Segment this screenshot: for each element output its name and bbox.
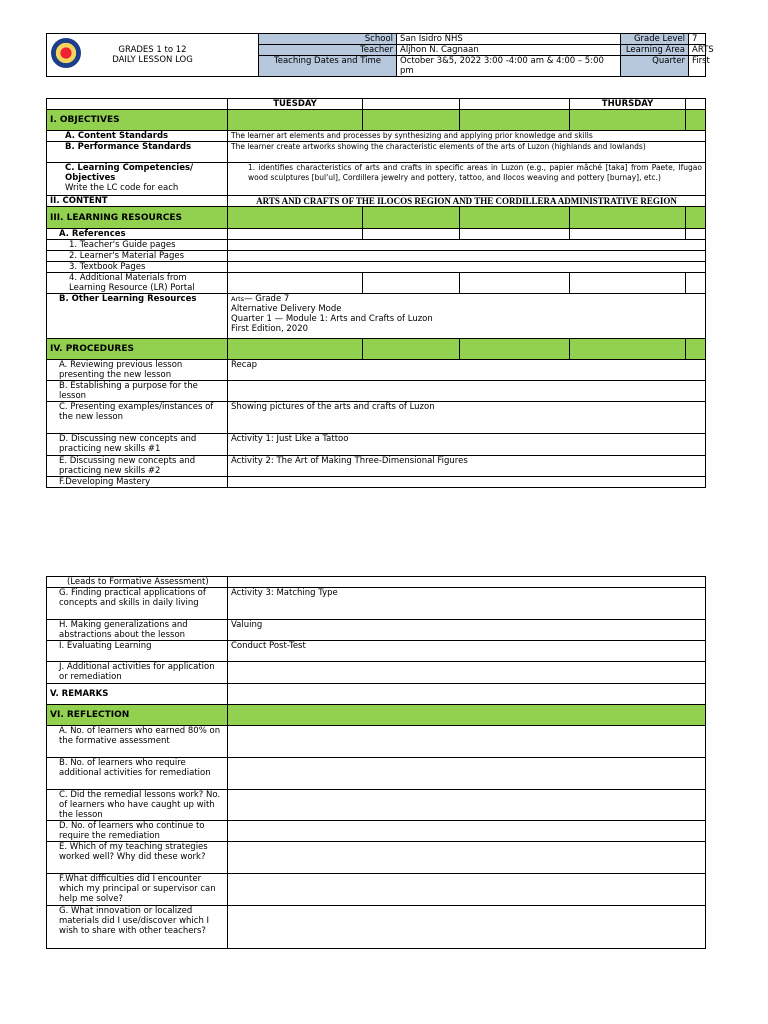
other-resources-line4: First Edition, 2020	[231, 324, 309, 334]
procedure-row-j-value	[228, 662, 706, 684]
learning-competencies-value: 1. identifies characteristics of arts and crafts in specific areas in Luzon (e.g., papier mâché [taka] from Paete, Ifugao wood sculptures [bul'ul], Cordillera jewelry and pottery, tattoo, and Ilocos weaving and pottery [burnay], etc.)	[228, 163, 706, 196]
learning-competencies-sub: Write the LC code for each	[65, 183, 179, 193]
teaching-dates-value: October 3&5, 2022 3:00 -4:00 am & 4:00 – 5:00 pm	[397, 56, 621, 77]
procedure-row-h-label: H. Making generalizations and abstractions about the lesson	[47, 620, 228, 641]
performance-standards-label: B. Performance Standards	[47, 142, 228, 163]
procedure-row-i-value: Conduct Post-Test	[228, 641, 706, 662]
objectives-heading: I. OBJECTIVES	[47, 110, 228, 131]
other-resources-line3: Quarter 1 — Module 1: Arts and Crafts of Luzon	[231, 314, 433, 324]
learning-area-value: ARTS	[689, 45, 706, 56]
content-standards-label: A. Content Standards	[47, 131, 228, 142]
content-value: ARTS AND CRAFTS OF THE ILOCOS REGION AND THE CORDILLERA ADMINISTRATIVE REGION	[228, 196, 706, 207]
procedure-row-a-value: Recap	[228, 360, 706, 381]
reflection-row-d: D. No. of learners who continue to require the remediation	[47, 821, 228, 842]
reflection-row-a: A. No. of learners who earned 80% on the formative assessment	[47, 726, 228, 758]
reflection-row-f: F.What difficulties did I encounter which my principal or supervisor can help me solve?	[47, 874, 228, 906]
references-label: A. References	[47, 229, 228, 240]
learners-material-label: 2. Learner's Material Pages	[47, 251, 228, 262]
reflection-row-g: G. What innovation or localized materials did I use/discover which I wish to share with other teachers?	[47, 906, 228, 949]
blank-day-cell	[47, 99, 228, 110]
content-heading: II. CONTENT	[47, 196, 228, 207]
other-resources-value	[228, 294, 706, 339]
remarks-value	[228, 684, 706, 705]
teacher-label: Teacher	[259, 45, 397, 56]
formative-assessment-value	[228, 577, 706, 588]
learning-competencies-cell	[47, 163, 228, 196]
remarks-heading: V. REMARKS	[47, 684, 228, 705]
procedure-row-b-value	[228, 381, 706, 402]
title-line-2: DAILY LESSON LOG	[112, 55, 193, 65]
textbook-pages-label: 3. Textbook Pages	[47, 262, 228, 273]
deped-seal-icon	[51, 38, 81, 68]
procedure-row-f-value	[228, 477, 706, 488]
title-block	[47, 34, 259, 77]
other-resources-line2: Alternative Delivery Mode	[231, 304, 342, 314]
performance-standards-value: The learner create artworks showing the characteristic elements of the arts of Luzon (highlands and lowlands)	[228, 142, 706, 163]
procedure-row-f-label: F.Developing Mastery	[47, 477, 228, 488]
reflection-row-c: C. Did the remedial lessons work? No. of learners who have caught up with the lesson	[47, 790, 228, 821]
procedure-row-e-label: E. Discussing new concepts and practicing new skills #2	[47, 456, 228, 477]
procedure-row-e-value: Activity 2: The Art of Making Three-Dimensional Figures	[228, 456, 706, 477]
procedure-row-j-label: J. Additional activities for application or remediation	[47, 662, 228, 684]
learning-resources-heading: III. LEARNING RESOURCES	[47, 207, 228, 229]
quarter-value: First	[689, 56, 706, 77]
teachers-guide-label: 1. Teacher's Guide pages	[47, 240, 228, 251]
quarter-label: Quarter	[621, 56, 689, 77]
reflection-row-b: B. No. of learners who require additional activities for remediation	[47, 758, 228, 790]
school-label: School	[259, 34, 397, 45]
learning-competencies-label: C. Learning Competencies/ Objectives	[65, 163, 194, 183]
procedure-row-a-label: A. Reviewing previous lesson presenting the new lesson	[47, 360, 228, 381]
other-resources-small: Arts	[231, 295, 245, 303]
procedure-row-c-label: C. Presenting examples/instances of the new lesson	[47, 402, 228, 434]
procedure-row-c-value: Showing pictures of the arts and crafts of Luzon	[228, 402, 706, 434]
reflection-row-e: E. Which of my teaching strategies worked well? Why did these work?	[47, 842, 228, 874]
learning-area-label: Learning Area	[621, 45, 689, 56]
grade-level-label: Grade Level	[621, 34, 689, 45]
formative-assessment-label: (Leads to Formative Assessment)	[47, 577, 228, 588]
grade-level-value: 7	[689, 34, 706, 45]
procedure-row-g-label: G. Finding practical applications of concepts and skills in daily living	[47, 588, 228, 620]
teaching-dates-label: Teaching Dates and Time	[259, 56, 397, 77]
procedure-row-h-value: Valuing	[228, 620, 706, 641]
title-line-1: GRADES 1 to 12	[118, 45, 187, 55]
lesson-log-table	[46, 98, 706, 488]
procedure-row-b-label: B. Establishing a purpose for the lesson	[47, 381, 228, 402]
reflection-heading: VI. REFLECTION	[47, 705, 228, 726]
day-thursday: THURSDAY	[570, 99, 686, 110]
procedure-row-i-label: I. Evaluating Learning	[47, 641, 228, 662]
additional-materials-label: 4. Additional Materials from Learning Resource (LR) Portal	[47, 273, 228, 294]
header-table	[46, 33, 714, 77]
procedures-heading: IV. PROCEDURES	[47, 339, 228, 360]
other-resources-line1: — Grade 7	[244, 294, 290, 304]
teacher-value: Aljhon N. Cagnaan	[397, 45, 621, 56]
content-standards-value: The learner art elements and processes by synthesizing and applying prior knowledge and skills	[228, 131, 706, 142]
day-tuesday: TUESDAY	[228, 99, 363, 110]
school-value: San Isidro NHS	[397, 34, 621, 45]
procedure-row-d-value: Activity 1: Just Like a Tattoo	[228, 434, 706, 456]
procedure-row-d-label: D. Discussing new concepts and practicing new skills #1	[47, 434, 228, 456]
other-resources-label: B. Other Learning Resources	[47, 294, 228, 339]
procedure-row-g-value: Activity 3: Matching Type	[228, 588, 706, 620]
lesson-log-table-continued	[46, 576, 706, 949]
